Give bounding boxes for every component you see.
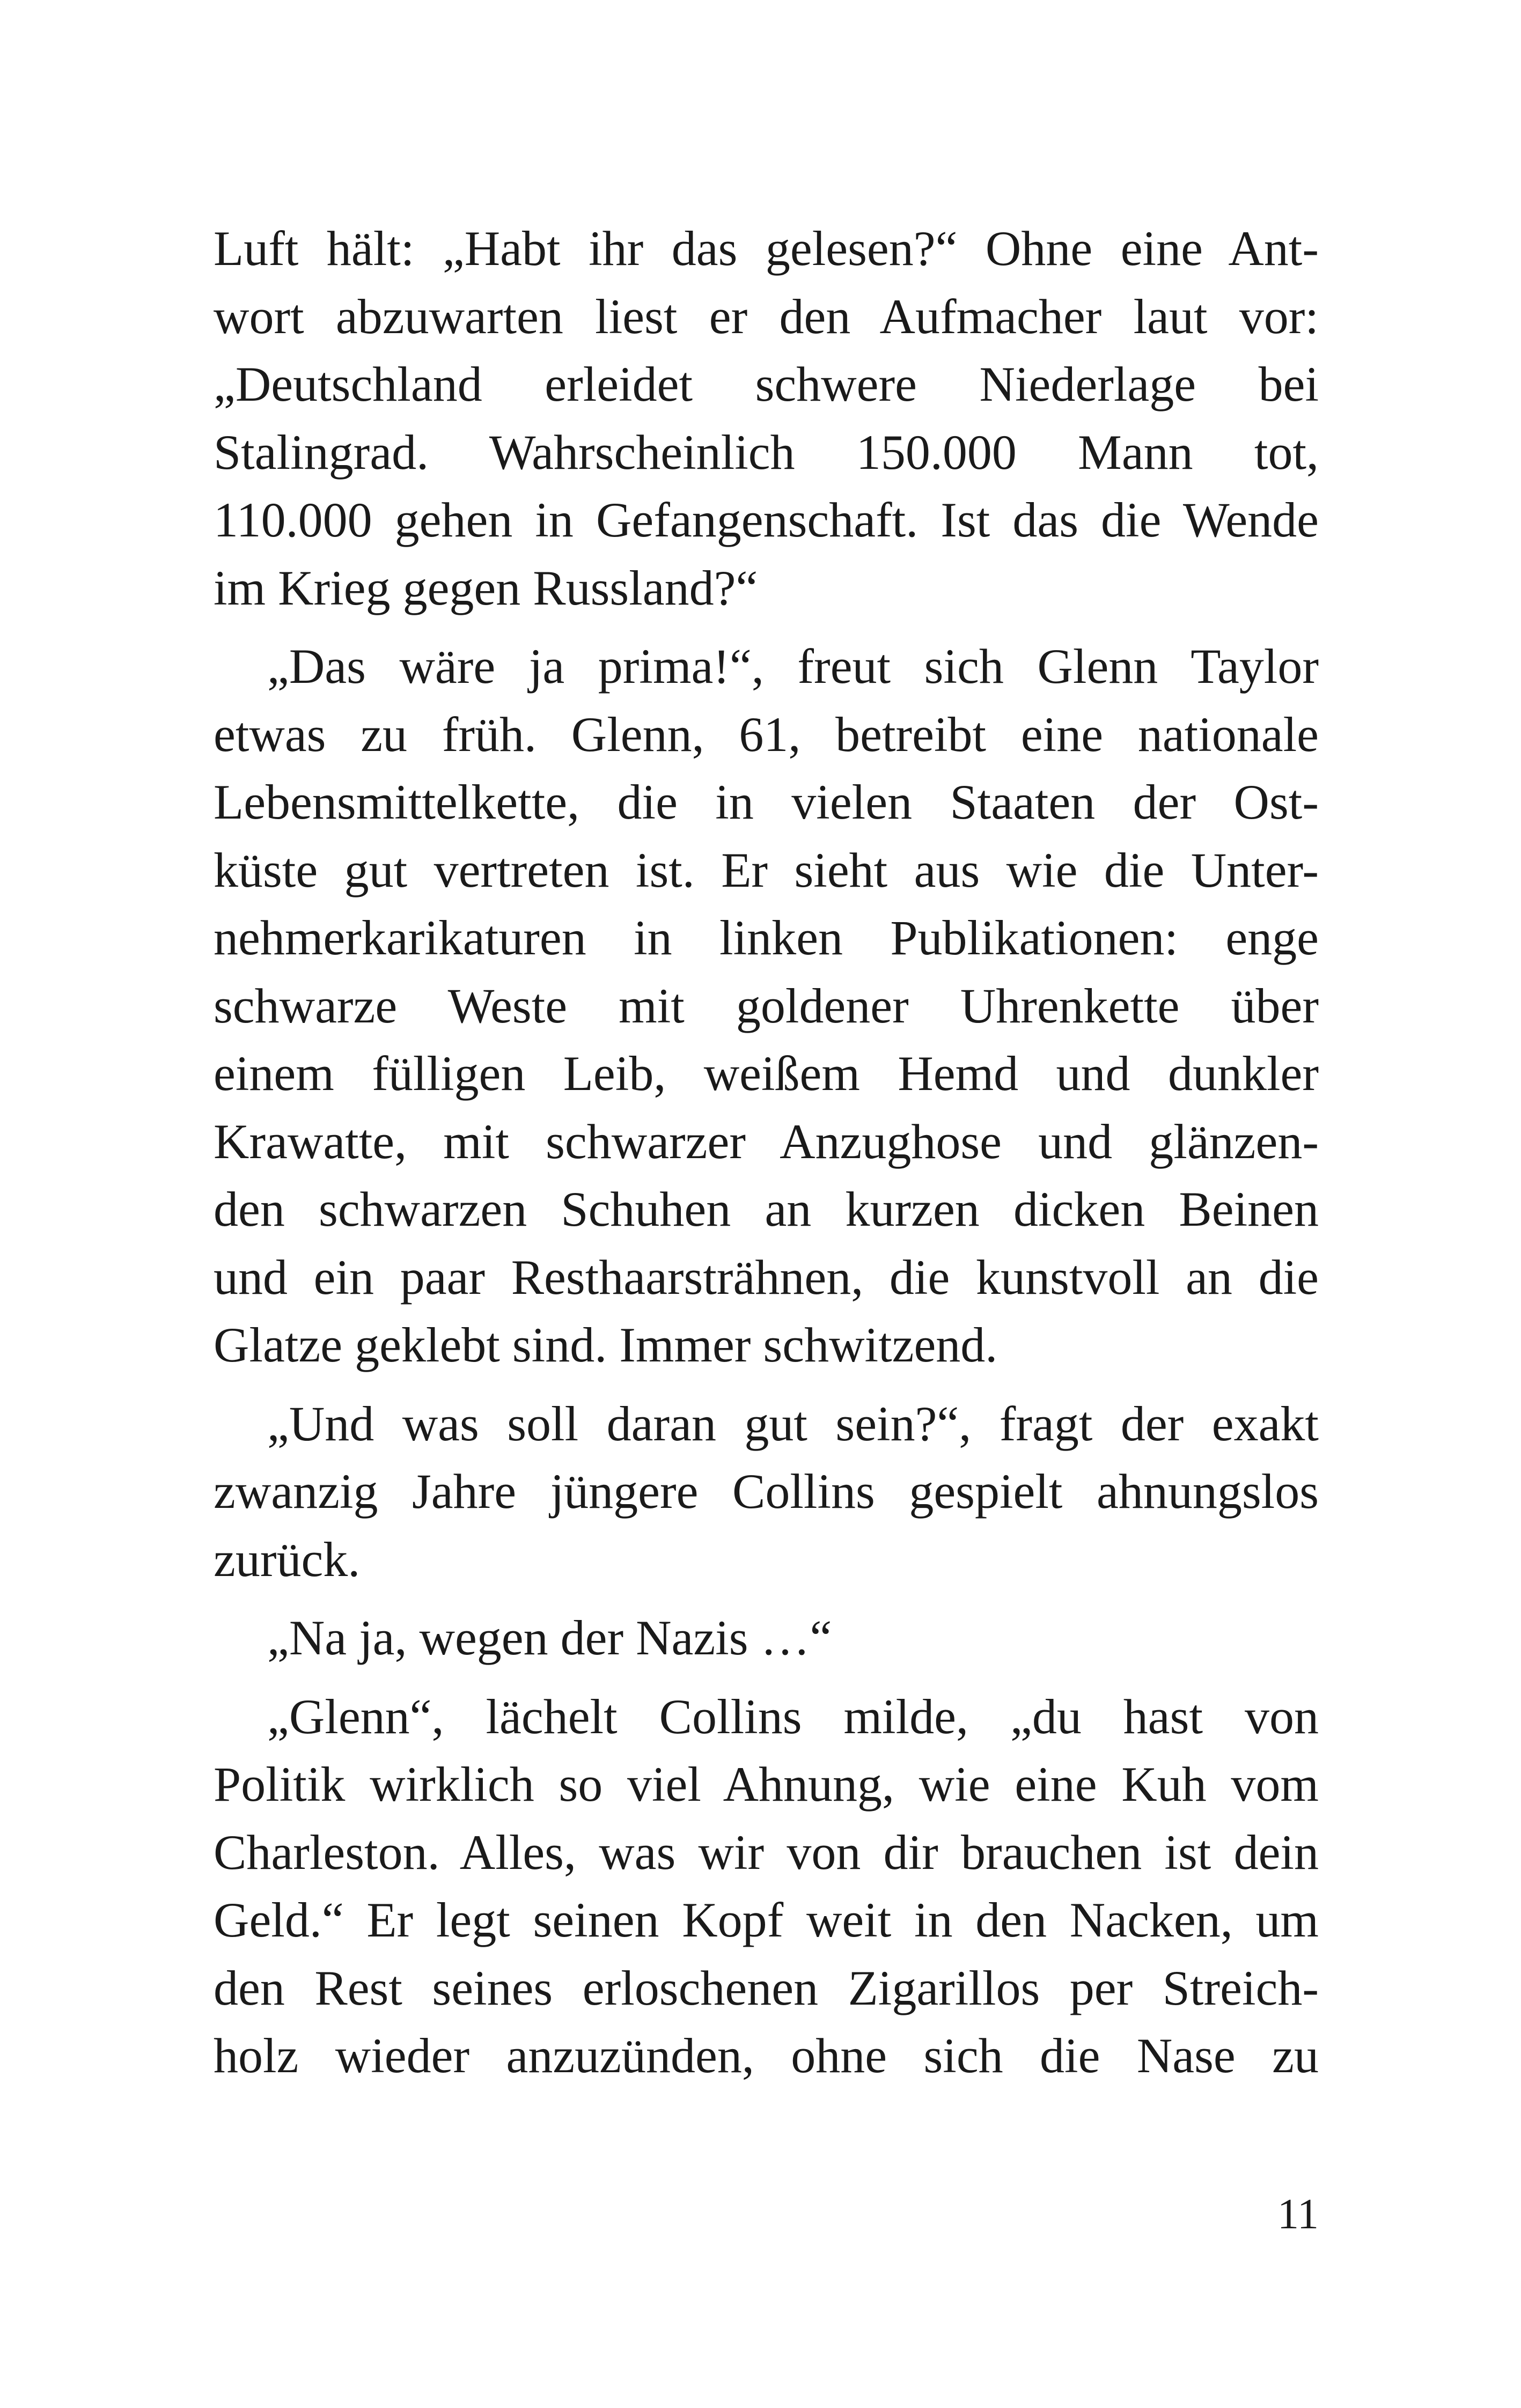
text-line: im Krieg gegen Russland?“	[214, 560, 758, 615]
text-line: Charleston. Alles, was wir von dir brauchen ist dein	[214, 1824, 1319, 1880]
body-text	[214, 215, 1319, 2090]
text-line: den schwarzen Schuhen an kurzen dicken Beinen	[214, 1182, 1319, 1236]
text-line: Geld.“ Er legt seinen Kopf weit in den Nacken, um	[214, 1892, 1319, 1947]
text-line: „Glenn“, lächelt Collins milde, „du hast von	[267, 1689, 1319, 1744]
text-line: „Das wäre ja prima!“, freut sich Glenn Taylor	[267, 639, 1319, 694]
text-line: „Deutschland erleidet schwere Niederlage bei	[214, 357, 1319, 411]
text-line: 110.000 gehen in Gefangenschaft. Ist das die Wende	[214, 492, 1319, 547]
text-line: Lebensmittelkette, die in vielen Staaten der Ost-	[214, 775, 1319, 829]
text-line: „Na ja, wegen der Nazis …“	[267, 1610, 832, 1665]
text-line: den Rest seines erloschenen Zigarillos per Streich-	[214, 1960, 1319, 2015]
text-line: zurück.	[214, 1531, 361, 1587]
text-line: holz wieder anzuzünden, ohne sich die Nase zu	[214, 2028, 1319, 2083]
text-line: „Und was soll daran gut sein?“, fragt der exakt	[267, 1396, 1319, 1451]
text-line: küste gut vertreten ist. Er sieht aus wie die Unter-	[214, 842, 1319, 897]
text-line: nehmerkarikaturen in linken Publikationen: enge	[214, 910, 1319, 965]
text-line: wort abzuwarten liest er den Aufmacher laut vor:	[214, 289, 1319, 344]
text-line: schwarze Weste mit goldener Uhrenkette über	[214, 978, 1319, 1033]
text-line: Politik wirklich so viel Ahnung, wie eine Kuh vom	[214, 1757, 1319, 1811]
text-line: Krawatte, mit schwarzer Anzughose und glänzen-	[214, 1114, 1319, 1169]
text-line: Luft hält: „Habt ihr das gelesen?“ Ohne eine Ant-	[214, 221, 1319, 276]
text-line: zwanzig Jahre jüngere Collins gespielt ahnungslos	[214, 1464, 1319, 1519]
page-number: 11	[1277, 2191, 1319, 2238]
text-line: etwas zu früh. Glenn, 61, betreibt eine nationale	[214, 706, 1319, 762]
text-line: einem fülligen Leib, weißem Hemd und dunkler	[214, 1046, 1319, 1101]
text-line: und ein paar Resthaarsträhnen, die kunstvoll an die	[214, 1249, 1319, 1305]
text-line: Stalingrad. Wahrscheinlich 150.000 Mann tot,	[214, 424, 1319, 480]
text-line: Glatze geklebt sind. Immer schwitzend.	[214, 1317, 998, 1372]
